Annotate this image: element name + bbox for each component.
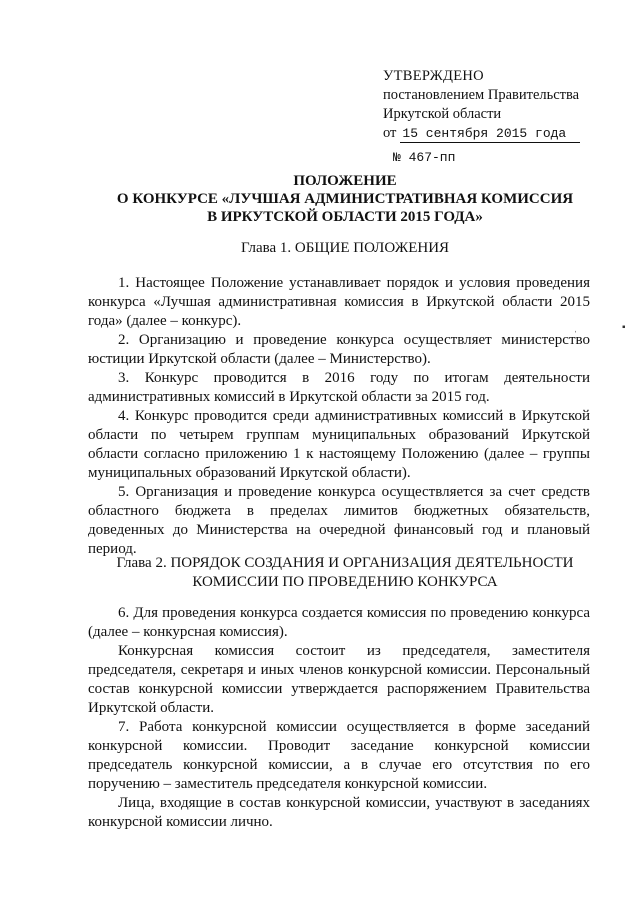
chapter-2-heading-line-2: КОМИССИИ ПО ПРОВЕДЕНИЮ КОНКУРСА <box>192 574 498 590</box>
scan-speck-mark: ˌ <box>574 322 578 333</box>
paragraph-4: 4. Конкурс проводится среди административных комиссий в Иркутской области по четырем группам муниципальных образований Иркутской области согласно приложению 1 к настоящему Положению (далее – группы муниципальных образований Иркутской области). <box>88 408 590 481</box>
paragraph-1: 1. Настоящее Положение устанавливает порядок и условия проведения конкурса «Лучшая административная комиссия в Иркутской области 2015 года» (далее – конкурс). <box>88 275 590 329</box>
chapter-2-heading <box>95 554 595 592</box>
approval-line-2: Иркутской области <box>383 106 502 122</box>
chapter-1-heading: Глава 1. ОБЩИЕ ПОЛОЖЕНИЯ <box>240 240 450 256</box>
approval-from-label: от <box>383 125 397 141</box>
paragraph-6-members: Конкурсная комиссия состоит из председателя, заместителя председателя, секретаря и иных членов конкурсной комиссии. Персональный состав конкурсной комиссии утверждается распоряжением Правительства Иркутской области. <box>88 643 590 716</box>
approval-number: № 467-пп <box>393 150 456 165</box>
title-line-1: ПОЛОЖЕНИЕ <box>293 173 397 189</box>
chapter-2-heading-line-1: Глава 2. ПОРЯДОК СОЗДАНИЯ И ОРГАНИЗАЦИЯ ДЕЯТЕЛЬНОСТИ <box>116 555 574 571</box>
paragraph-3: 3. Конкурс проводится в 2016 году по итогам деятельности административных комиссий в Иркутской области за 2015 год. <box>88 370 590 405</box>
approval-date-row <box>383 124 580 143</box>
scan-dot-mark: ▪ <box>622 322 626 333</box>
paragraph-7: 7. Работа конкурсной комиссии осуществляется в форме заседаний конкурсной комиссии. Проводит заседание конкурсной комиссии председатель конкурсной комиссии, а в случае его отсутствия по его поручению – заместитель председателя конкурсной комиссии. <box>88 719 590 792</box>
paragraph-7-attendance: Лица, входящие в состав конкурсной комиссии, участвуют в заседаниях конкурсной комиссии лично. <box>88 795 590 830</box>
document-title <box>95 172 595 226</box>
paragraph-5: 5. Организация и проведение конкурса осуществляется за счет средств областного бюджета в пределах лимитов бюджетных обязательств, доведенных до Министерства на очередной финансовый год и плановый период. <box>88 484 590 557</box>
chapter-2-body <box>88 604 590 832</box>
paragraph-2: 2. Организацию и проведение конкурса осуществляет министерство юстиции Иркутской области (далее – Министерство). <box>88 332 590 367</box>
approval-line-1: постановлением Правительства <box>383 87 580 103</box>
approval-block <box>383 67 580 167</box>
title-line-2: О КОНКУРСЕ «ЛУЧШАЯ АДМИНИСТРАТИВНАЯ КОМИССИЯ <box>116 191 574 207</box>
approval-heading: УТВЕРЖДЕНО <box>383 68 484 84</box>
title-line-3: В ИРКУТСКОЙ ОБЛАСТИ 2015 ГОДА» <box>207 209 483 225</box>
paragraph-6: 6. Для проведения конкурса создается комиссия по проведению конкурса (далее – конкурсная комиссия). <box>88 605 590 640</box>
chapter-1-body <box>88 274 590 559</box>
approval-date: 15 сентября 2015 года <box>400 126 580 143</box>
